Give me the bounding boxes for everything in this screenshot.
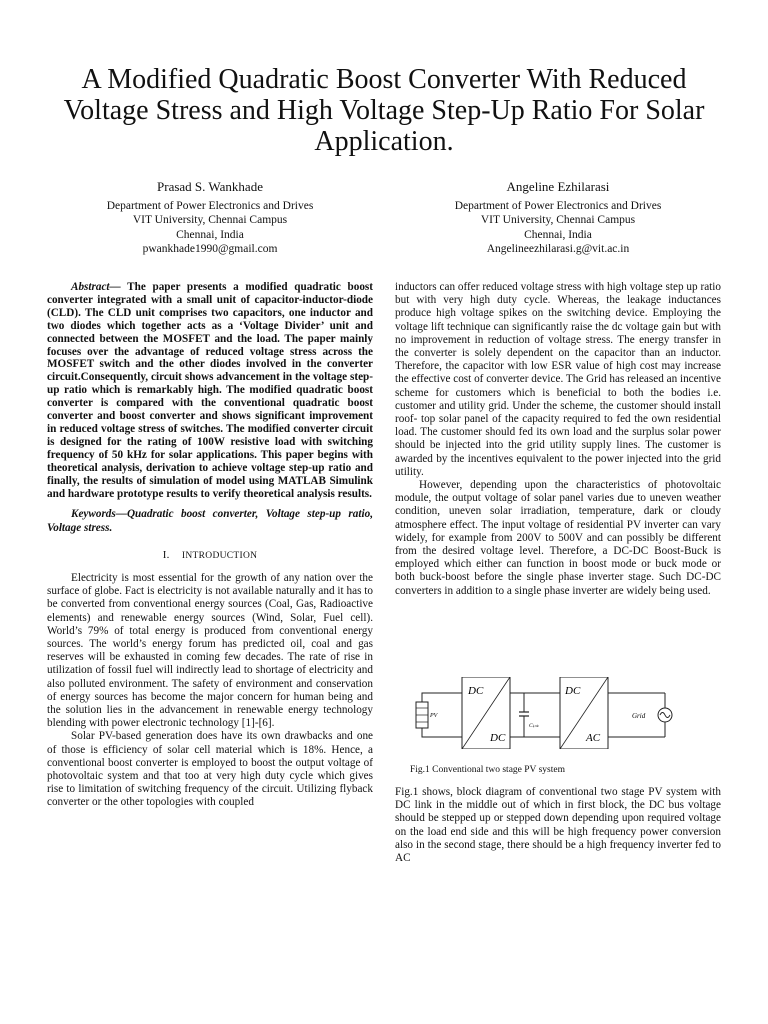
section-number: I. [162,548,170,561]
intro-paragraph-2: Solar PV-based generation does have its own drawbacks and one of those is efficiency of solar cell material which is 18%. Hence, a conventional boost converter is employed to boost the output voltage of photovoltaic system and that too at very high duty cycle which gives rise to limitation of switching frequency of the circuit. Utilizing flyback converter or the other topologies with coupled [47,730,373,809]
author-2 [408,180,708,257]
block1-bottom-label: DC [490,732,506,744]
block2-top-label: DC [565,685,581,697]
author-dept: Department of Power Electronics and Drives [106,199,314,212]
author-email[interactable]: Angelineezhilarasi.g@vit.ac.in [486,243,630,255]
paper-title: A Modified Quadratic Boost Converter With Reduced Voltage Stress and High Voltage Step-Up Ratio For Solar Application. [63,64,705,157]
author-name: Angeline Ezhilarasi [506,179,610,194]
pv-label: PV [430,713,438,719]
right-paragraph-3: Fig.1 shows, block diagram of conventional two stage PV system with DC link in the middle out of which in first block, the DC bus voltage should be stepped up or stepped down depending upon required voltage on the load end side and this will be high frequency power conversion also in the second stage, there should be a high frequency inverter fed to AC [395,786,721,865]
block1-top-label: DC [468,685,484,697]
right-column-top [395,281,721,598]
author-email[interactable]: pwankhade1990@gmail.com [142,243,278,255]
author-dept: Department of Power Electronics and Drives [454,199,662,212]
section-heading [47,549,373,563]
right-column-bottom [395,786,721,865]
author-univ: VIT University, Chennai Campus [132,214,288,226]
grid-label: Grid [632,712,646,720]
left-column [47,281,373,810]
section-title: INTRODUCTION [181,550,258,561]
keywords [47,508,373,534]
author-city: Chennai, India [176,228,244,241]
figure-caption: Fig.1 Conventional two stage PV system [410,765,565,775]
right-paragraph-1: inductors can offer reduced voltage stress with high voltage step up ratio but with very high duty cycle. Whereas, the leakage inductances produce high voltage spikes on the switching device. Employing the voltage lift technique can significantly raise the dc voltage gain but with no improvement in reduction of voltage stress. The energy transfer in the converter is solely dependent on the capacitor than an inductor. Therefore, the capacitor with low ESR value of high cost may increase the effective cost of converter device. The Grid has released an incentive scheme for customers which is beneficial to both the bodies i.e. customer and utility grid. Under the scheme, the customer should install roof- top solar panel of the capacity required to fed the own residential load. The customer should fed its own load and the surplus solar power should be injected into the grid utility supply lines. The customer is awarded by the incentives equivalent to the power injected into the grid utility. [395,281,721,478]
abstract-lead: Abstract— [71,281,121,293]
right-paragraph-2: However, depending upon the characteristics of photovoltaic module, the output voltage of solar panel varies due to uneven weather condition, uneven solar irradiation, temperature, dark or cloudy atmosphere effect. The input voltage of residential PV inverter can vary widely, for example from 200V to 500V and can possibly be different from the desired voltage level. Therefore, a DC-DC Boost-Buck is employed which either can function in boost mode or buck mode or both buck-boost before the single phase inverter stage. Such DC-DC converters in addition to a single phase inverter are widely being used. [395,479,721,597]
abstract-text: The paper presents a modified quadratic boost converter integrated with a small unit of capacitor-inductor-diode (CLD). The CLD unit comprises two capacitors, one inductor and two diodes which together acts as a ‘Voltage Divider’ unit and connected between the MOSFET and the load. The paper mainly focuses over the advantage of reduced voltage stress across the MOSFET switch and the other diodes involved in the converter circuit.Consequently, circuit shows advancement in the voltage step-up ratio which is remarkably high. The modified quadratic boost converter is compared with the conventional quadratic boost converter and boost converter and shows significant improvement in reduced voltage stress of switches. The modified converter circuit is designed for the rating of 100W resistive load with switching frequency of 50 kHz for solar applications. This paper begins with theoretical analysis, derivation to achieve voltage step-up ratio and finally, the results of simulation of model using MATLAB Simulink and hardware prototype results to verify theoretical analysis results. [47,281,373,500]
author-univ: VIT University, Chennai Campus [480,214,636,226]
author-1 [60,180,360,257]
abstract [47,281,373,500]
intro-paragraph-1: Electricity is most essential for the growth of any nation over the surface of globe. Fact is electricity is not available naturally and it has to be converted from conventional energy sources (Coal, Gas, Radioactive elements) and renewable energy sources (Wind, Solar, Fuel cell). World’s 79% of total energy is produced from conventional energy sources. The world’s energy forum has predicted oil, coal and gas reserves will be exhausted in coming few decades. The rate of rise in utilization of fossil fuel will indirectly lead to shortage of electricity and also polluted environment. The safety of environment and conservation of energy sources has become the major concern for human being and the solution lies in the advancement in renewable energy technology blending with power electronic technology [1]-[6]. [47,572,373,730]
cap-label: Cₗᵢₙₖ [529,723,539,729]
author-city: Chennai, India [524,228,592,241]
figure-1-diagram [400,677,700,749]
block2-bottom-label: AC [586,732,601,744]
keywords-text: Quadratic boost converter, Voltage step-up ratio, Voltage stress. [47,508,373,534]
author-name: Prasad S. Wankhade [157,179,263,194]
keywords-lead: Keywords— [71,508,127,521]
